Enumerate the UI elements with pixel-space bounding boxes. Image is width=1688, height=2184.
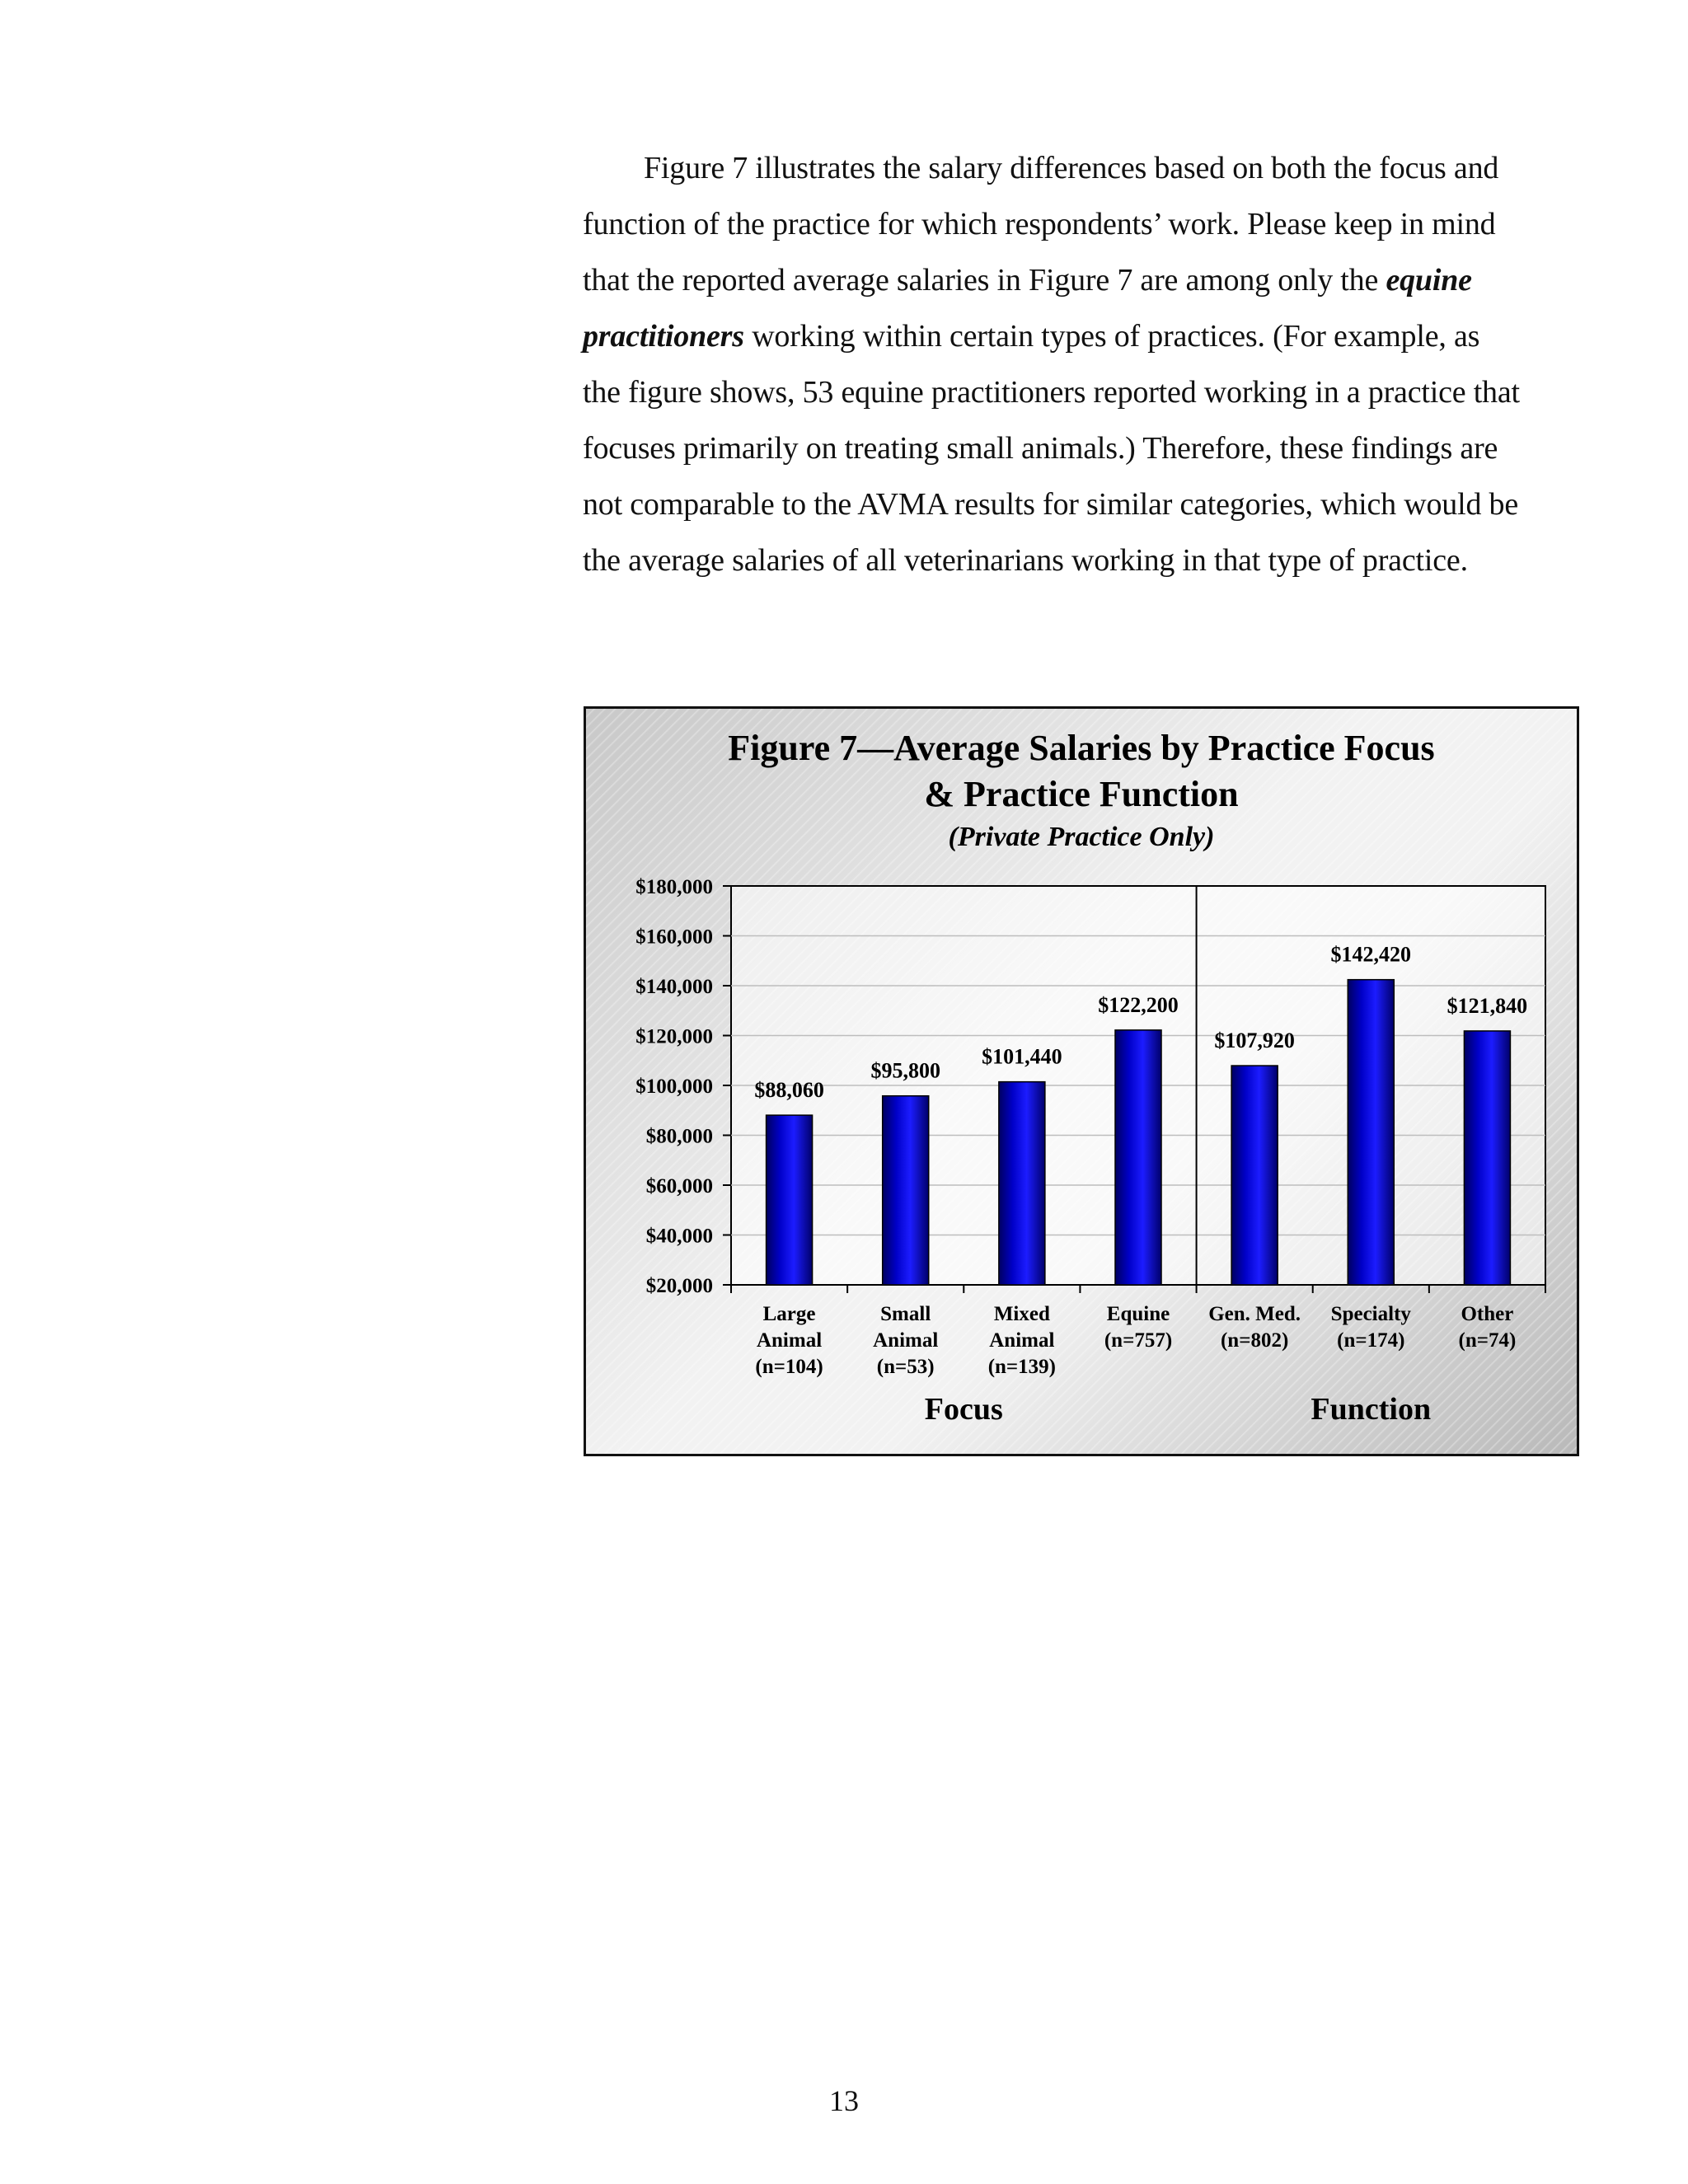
group-label: Function	[1311, 1392, 1432, 1427]
y-tick-label: $120,000	[635, 1025, 713, 1048]
body-paragraph	[583, 140, 1522, 588]
data-label: $121,840	[1447, 993, 1528, 1018]
data-label: $88,060	[754, 1078, 824, 1103]
x-tick-label: Equine	[1106, 1303, 1170, 1325]
x-tick-label: Other	[1461, 1303, 1514, 1325]
emphasis-text: equine practitioners	[583, 263, 1472, 354]
bar	[999, 1082, 1045, 1285]
data-label: $122,200	[1098, 992, 1179, 1017]
x-tick-label: Animal	[873, 1329, 939, 1352]
x-tick-label: (n=104)	[755, 1356, 823, 1378]
chart-subtitle: (Private Practice Only)	[948, 822, 1215, 852]
y-tick-label: $160,000	[635, 926, 713, 949]
x-tick-label: Animal	[989, 1329, 1055, 1352]
y-tick-label: $100,000	[635, 1076, 713, 1098]
x-tick-label: (n=74)	[1458, 1329, 1517, 1352]
bar	[767, 1115, 813, 1285]
rest-text: working within certain types of practices. (For example, as the figure shows, 53 equine practitioners reported working in a practice that focuses primarily on treating small animals.) Therefore, these findings are not comparable to the AVMA results for similar categories, which would be the average salaries of all veterinarians working in that type of practice.	[583, 319, 1520, 578]
data-label: $142,420	[1330, 942, 1412, 967]
y-tick-label: $180,000	[635, 876, 713, 898]
y-tick-label: $140,000	[635, 976, 713, 998]
x-tick-label: (n=757)	[1104, 1329, 1173, 1352]
data-label: $107,920	[1214, 1029, 1295, 1053]
y-tick-label: $60,000	[645, 1175, 713, 1197]
data-label: $101,440	[982, 1044, 1062, 1069]
x-tick-label: Mixed	[993, 1303, 1050, 1325]
x-tick-label: (n=139)	[987, 1356, 1057, 1378]
y-tick-label: $40,000	[645, 1225, 713, 1248]
x-tick-label: Gen. Med.	[1208, 1303, 1301, 1325]
x-tick-label: Small	[880, 1303, 931, 1325]
bar	[1115, 1030, 1161, 1285]
bar	[1348, 980, 1394, 1285]
x-tick-label: (n=802)	[1220, 1329, 1289, 1352]
page-number: 13	[829, 2084, 859, 2117]
y-tick-label: $80,000	[645, 1125, 713, 1148]
x-tick-label: (n=174)	[1337, 1329, 1405, 1352]
x-tick-label: Specialty	[1330, 1303, 1411, 1325]
chart-svg	[586, 709, 1577, 1454]
group-label: Focus	[924, 1392, 1003, 1427]
bar	[883, 1096, 929, 1285]
x-tick-label: Animal	[756, 1329, 823, 1352]
bar	[1231, 1066, 1278, 1285]
figure-7-chart	[584, 706, 1579, 1456]
x-tick-label: (n=53)	[876, 1356, 935, 1378]
y-tick-label: $20,000	[645, 1275, 713, 1297]
intro-text: Figure 7 illustrates the salary differences based on both the focus and function of the practice for which respondents’ work. Please keep in mind that the reported average salaries in Figure 7 are among only the	[583, 151, 1499, 298]
data-label: $95,800	[870, 1058, 940, 1083]
chart-title: Figure 7—Average Salaries by Practice Focus	[728, 728, 1435, 768]
x-tick-label: Large	[762, 1303, 816, 1325]
bar	[1464, 1031, 1510, 1285]
chart-title-line2: & Practice Function	[924, 774, 1239, 814]
